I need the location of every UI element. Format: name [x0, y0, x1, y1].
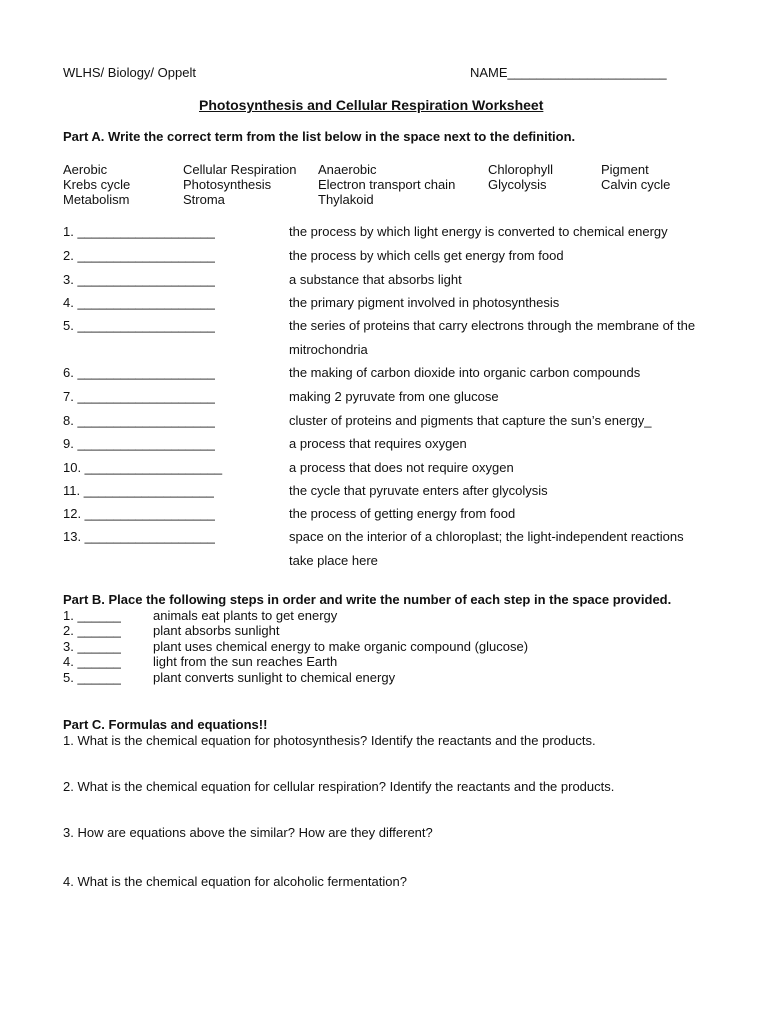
answer-blank[interactable]: 13. __________________	[63, 529, 215, 544]
definition-text-continued: take place here	[289, 553, 378, 568]
step-number-blank[interactable]: 4. ______	[63, 654, 121, 669]
step-text: animals eat plants to get energy	[153, 608, 338, 623]
answer-blank[interactable]: 1. ___________________	[63, 224, 215, 239]
term: Thylakoid	[318, 192, 374, 207]
definition-text: the series of proteins that carry electrons through the membrane of the	[289, 318, 696, 333]
definition-text: cluster of proteins and pigments that capture the sun’s energy_	[289, 413, 652, 428]
term: Krebs cycle	[63, 177, 131, 192]
part-c-heading: Part C. Formulas and equations!!	[63, 717, 268, 732]
answer-blank[interactable]: 2. ___________________	[63, 248, 215, 263]
answer-blank[interactable]: 6. ___________________	[63, 365, 215, 380]
step-text: plant converts sunlight to chemical energy	[153, 670, 396, 685]
definition-text-continued: mitrochondria	[289, 342, 368, 357]
definition-text: the primary pigment involved in photosynthesis	[289, 295, 560, 310]
definition-text: space on the interior of a chloroplast; the light-independent reactions	[289, 529, 684, 544]
answer-blank[interactable]: 3. ___________________	[63, 272, 215, 287]
part-a-heading: Part A. Write the correct term from the list below in the space next to the definition.	[63, 129, 576, 144]
question: 1. What is the chemical equation for photosynthesis? Identify the reactants and the products.	[63, 733, 596, 748]
term: Cellular Respiration	[183, 162, 297, 177]
worksheet-title: Photosynthesis and Cellular Respiration Worksheet	[199, 97, 544, 113]
step-number-blank[interactable]: 2. ______	[63, 623, 121, 638]
part-b-heading: Part B. Place the following steps in order and write the number of each step in the space provided.	[63, 592, 672, 607]
term: Glycolysis	[488, 177, 547, 192]
step-text: plant uses chemical energy to make organic compound (glucose)	[153, 639, 529, 654]
answer-blank[interactable]: 4. ___________________	[63, 295, 215, 310]
question: 3. How are equations above the similar? How are they different?	[63, 825, 433, 840]
term: Stroma	[183, 192, 225, 207]
definition-text: a substance that absorbs light	[289, 272, 462, 287]
term: Pigment	[601, 162, 649, 177]
term: Anaerobic	[318, 162, 377, 177]
term: Aerobic	[63, 162, 108, 177]
term: Electron transport chain	[318, 177, 456, 192]
step-number-blank[interactable]: 3. ______	[63, 639, 121, 654]
question: 4. What is the chemical equation for alcoholic fermentation?	[63, 874, 407, 889]
answer-blank[interactable]: 5. ___________________	[63, 318, 215, 333]
step-text: plant absorbs sunlight	[153, 623, 280, 638]
definition-text: the process by which light energy is converted to chemical energy	[289, 224, 668, 239]
answer-blank[interactable]: 8. ___________________	[63, 413, 215, 428]
definition-text: the making of carbon dioxide into organic carbon compounds	[289, 365, 641, 380]
step-number-blank[interactable]: 5. ______	[63, 670, 121, 685]
definition-text: the cycle that pyruvate enters after glycolysis	[289, 483, 548, 498]
definition-text: making 2 pyruvate from one glucose	[289, 389, 499, 404]
definition-text: the process of getting energy from food	[289, 506, 516, 521]
step-text: light from the sun reaches Earth	[153, 654, 338, 669]
term: Chlorophyll	[488, 162, 554, 177]
term: Metabolism	[63, 192, 130, 207]
question: 2. What is the chemical equation for cellular respiration? Identify the reactants and the products.	[63, 779, 615, 794]
term: Photosynthesis	[183, 177, 272, 192]
answer-blank[interactable]: 9. ___________________	[63, 436, 215, 451]
answer-blank[interactable]: 12. __________________	[63, 506, 215, 521]
term: Calvin cycle	[601, 177, 671, 192]
definition-text: a process that does not require oxygen	[289, 460, 514, 475]
definition-text: a process that requires oxygen	[289, 436, 467, 451]
answer-blank[interactable]: 11. __________________	[63, 483, 214, 498]
step-number-blank[interactable]: 1. ______	[63, 608, 121, 623]
answer-blank[interactable]: 10. ___________________	[63, 460, 223, 475]
answer-blank[interactable]: 7. ___________________	[63, 389, 215, 404]
definition-text: the process by which cells get energy from food	[289, 248, 564, 263]
name-field-label[interactable]: NAME______________________	[470, 65, 667, 80]
school-course-label: WLHS/ Biology/ Oppelt	[63, 65, 196, 80]
